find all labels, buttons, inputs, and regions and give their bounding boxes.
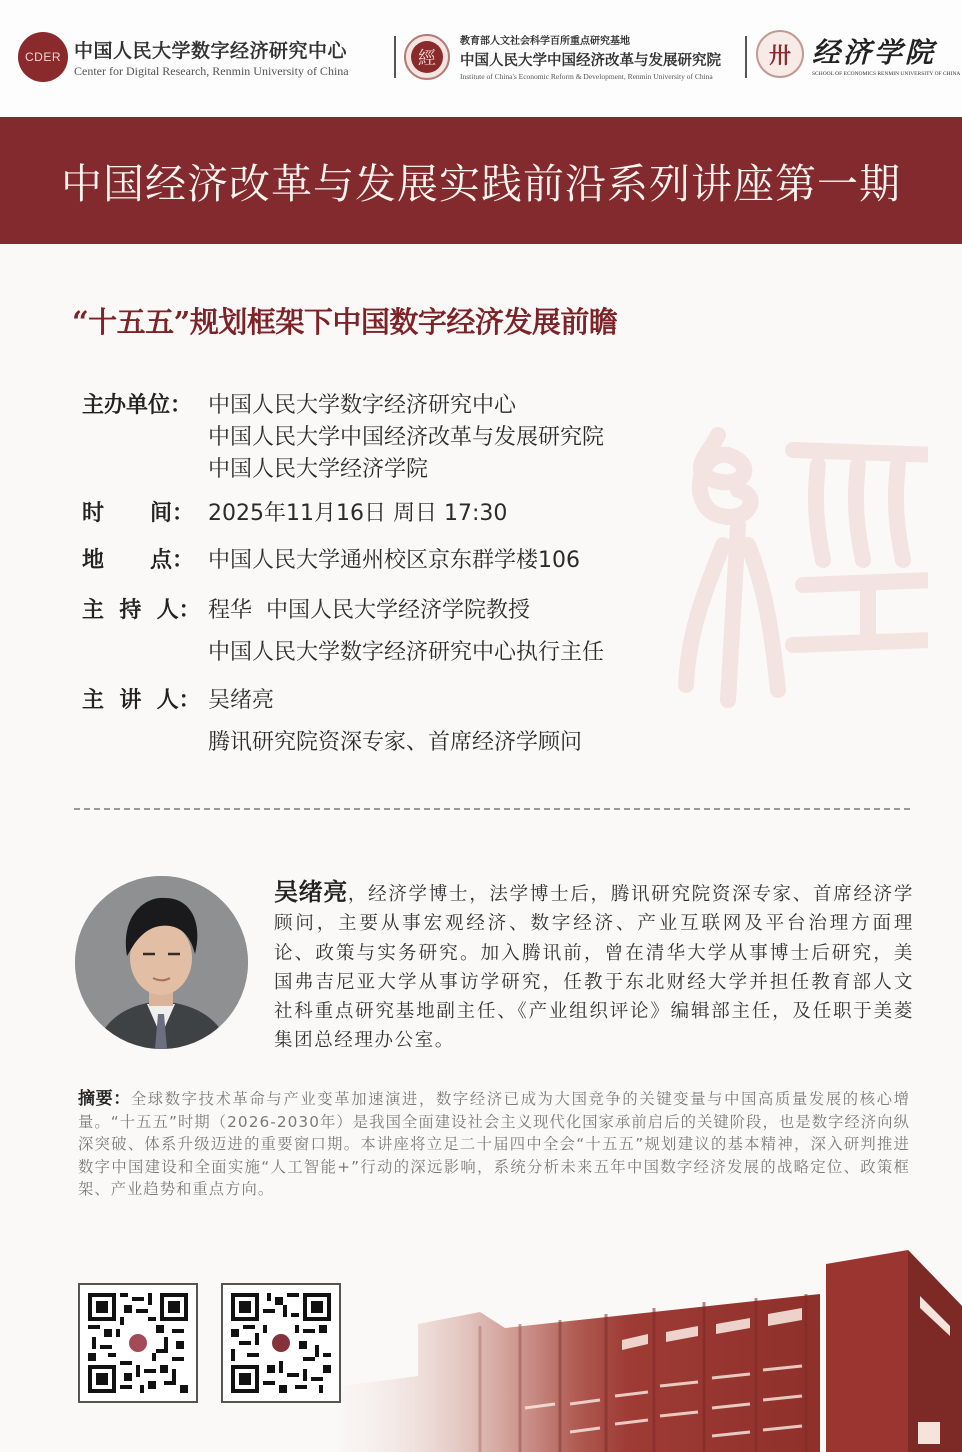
logo-icred-tagline: 教育部人文社会科学百所重点研究基地 [460,36,630,47]
info-organizers [82,390,702,486]
host-title: 中国人民大学数字经济研究中心执行主任 [208,640,605,665]
building-illustration [340,1236,962,1452]
logo-divider [394,36,396,78]
organizer-item: 中国人民大学中国经济改革与发展研究院 [208,425,605,450]
info-host [82,595,702,669]
info-location [82,545,702,577]
location-label: 地 点： [82,548,194,573]
abstract [78,1088,910,1201]
logo-economics-school-name-cn: 经济学院 [812,36,937,69]
bio-speaker-name: 吴绪亮 [274,878,348,906]
qr-center-logo-icon [270,1332,292,1354]
info-time [82,498,702,530]
speaker-avatar [75,876,248,1049]
speaker-name: 吴绪亮 [208,688,275,713]
speaker-label: 主 讲 人： [82,688,201,713]
qr-center-logo-icon [127,1332,149,1354]
qr-code-cder[interactable] [221,1283,341,1403]
jing-watermark-icon [668,395,928,725]
economics-school-seal-icon: 卅 [756,30,804,78]
info-speaker [82,685,702,759]
organizer-item: 中国人民大学数字经济研究中心 [208,393,517,418]
organizer-item: 中国人民大学经济学院 [208,457,429,482]
header-logos [0,0,962,117]
speaker-title: 腾讯研究院资深专家、首席经济学顾问 [208,730,583,755]
series-banner [0,117,962,244]
logo-divider [745,36,747,78]
logo-cder [18,32,349,82]
dashed-divider [74,808,910,810]
cder-seal-icon: CDER [18,32,68,82]
organizers-label: 主办单位： [82,393,193,418]
speaker-bio [274,878,914,1056]
logo-icred-name-en: Institute of China's Economic Reform & Development, Renmin University of China [460,72,713,81]
icred-seal-icon: 經 [404,34,450,80]
time-value: 2025年11月16日 周日 17:30 [208,501,508,526]
lecture-title: “十五五”规划框架下中国数字经济发展前瞻 [72,305,618,339]
host-name: 程华 中国人民大学经济学院教授 [208,598,530,623]
abstract-label: 摘要： [78,1089,131,1109]
event-info [82,390,702,759]
host-label: 主 持 人： [82,598,201,623]
logo-economics-school-name-en: SCHOOL OF ECONOMICS RENMIN UNIVERSITY OF CHINA [812,71,961,77]
logo-icred-name-cn: 中国人民大学中国经济改革与发展研究院 [460,52,721,69]
logo-cder-name-cn: 中国人民大学数字经济研究中心 [74,39,348,62]
qr-code-economics-school[interactable] [78,1283,198,1403]
bio-text: ，经济学博士，法学博士后，腾讯研究院资深专家、首席经济学顾问，主要从事宏观经济、数字经济、产业互联网及平台治理方面理论、政策与实务研究。加入腾讯前，曾在清华大学从事博士后研究，美国弗吉尼亚大学从事访学研究，任教于东北财经大学并担任教育部人文社科重点研究基地副主任、《产业组织评论》编辑部主任，及任职于美菱集团总经理办公室。 [274,884,914,1052]
logo-cder-name-en: Center for Digital Research, Renmin University of China [74,63,349,78]
logo-economics-school [756,30,960,78]
time-label: 时 间： [82,501,194,526]
series-title: 中国经济改革与发展实践前沿系列讲座第一期 [61,160,901,208]
abstract-text: 全球数字技术革命与产业变革加速演进，数字经济已成为大国竞争的关键变量与中国高质量发展的核心增量。“十五五”时期（2026-2030年）是我国全面建设社会主义现代化国家承前启后的关键阶段，也是数字经济向纵深突破、体系升级迈进的重要窗口期。本讲座将立足二十届四中全会“十五五”规划建议的基本精神，深入研判推进数字中国建设和全面实施“人工智能+”行动的深远影响，系统分析未来五年中国数字经济发展的战略定位、政策框架、产业趋势和重点方向。 [78,1090,911,1198]
location-value: 中国人民大学通州校区京东群学楼106 [208,548,580,573]
logo-icred [404,32,721,81]
